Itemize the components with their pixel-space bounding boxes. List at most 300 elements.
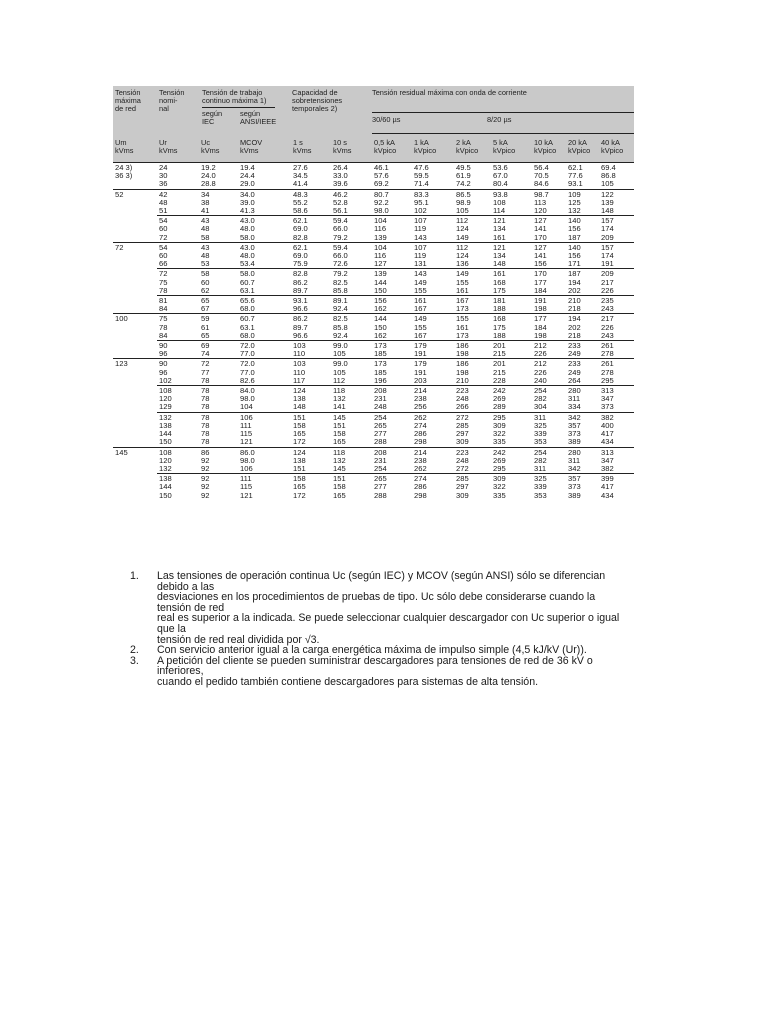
table-cell: 238 xyxy=(414,456,427,465)
table-cell: 125 xyxy=(568,198,581,207)
table-cell: 201 xyxy=(491,359,532,369)
table-cell: 170 xyxy=(534,233,547,242)
table-cell: 265 xyxy=(374,421,387,430)
cell-um xyxy=(113,422,157,430)
table-cell: 143 xyxy=(412,269,454,279)
table-cell: 194 xyxy=(566,314,599,324)
cell-um xyxy=(113,438,157,447)
table-cell: 342 xyxy=(568,464,581,473)
table-cell: 243 xyxy=(601,305,614,314)
table-cell: 162 xyxy=(374,331,387,340)
table-cell: 132 xyxy=(333,395,346,404)
table-cell: 150 xyxy=(374,323,387,332)
table-cell: 75 xyxy=(157,314,199,324)
table-cell: 210 xyxy=(456,376,469,385)
table-cell: 84.0 xyxy=(238,386,291,396)
table-cell: 198 xyxy=(534,331,547,340)
table-cell: 214 xyxy=(412,447,454,457)
table-cell: 92.4 xyxy=(333,305,348,314)
table-cell: 155 xyxy=(414,323,427,332)
table-cell: 242 xyxy=(491,386,532,396)
table-cell: 86.8 xyxy=(601,172,616,181)
table-row xyxy=(113,465,634,474)
table-cell: 69.2 xyxy=(374,180,389,189)
table-cell: 68.0 xyxy=(240,305,255,314)
table-cell: 173 xyxy=(372,359,412,369)
table-cell: 134 xyxy=(493,252,506,261)
header-unit-label: 0,5 kA xyxy=(374,138,395,147)
header-unit-value: kVpico xyxy=(456,146,479,155)
header-uc-ansi xyxy=(240,110,276,126)
table-cell: 80.4 xyxy=(493,180,508,189)
table-cell: 262 xyxy=(412,412,454,422)
table-cell: 162 xyxy=(374,305,387,314)
table-cell: 89.1 xyxy=(331,296,372,306)
table-cell: 191 xyxy=(414,350,427,359)
table-cell: 208 xyxy=(372,447,412,457)
table-row xyxy=(113,457,634,465)
table-cell: 261 xyxy=(599,359,634,369)
table-cell: 108 xyxy=(493,198,506,207)
table-cell: 353 xyxy=(534,438,547,447)
table-cell: 188 xyxy=(493,331,506,340)
table-cell: 389 xyxy=(568,491,581,500)
header-unit-r05 xyxy=(374,139,396,155)
table-cell: 136 xyxy=(456,260,469,269)
table-row xyxy=(113,483,634,491)
table-cell: 297 xyxy=(456,483,469,492)
table-cell: 30 xyxy=(159,172,168,181)
header-unit-mcov xyxy=(240,139,262,155)
table-cell: 86.0 xyxy=(238,447,291,457)
table-cell: 77.0 xyxy=(240,368,255,377)
table-cell: 295 xyxy=(601,376,614,385)
table-cell: 33.0 xyxy=(333,172,348,181)
table-cell: 269 xyxy=(493,456,506,465)
table-cell: 149 xyxy=(454,269,491,279)
table-cell: 96.6 xyxy=(293,331,308,340)
table-cell: 171 xyxy=(568,260,581,269)
footnote-number: 3. xyxy=(130,654,139,667)
table-cell: 286 xyxy=(414,483,427,492)
table-row xyxy=(113,260,634,269)
table-cell: 148 xyxy=(601,207,614,216)
table-cell: 179 xyxy=(412,359,454,369)
table-cell: 98.0 xyxy=(374,207,389,216)
table-cell: 339 xyxy=(534,483,547,492)
table-cell: 141 xyxy=(534,225,547,234)
table-cell: 104 xyxy=(372,216,412,226)
table-cell: 150 xyxy=(159,438,172,447)
footnotes xyxy=(130,571,630,688)
table-cell: 84 xyxy=(159,331,168,340)
table-cell: 138 xyxy=(293,395,306,404)
table-cell: 52.8 xyxy=(333,198,348,207)
table-cell: 42 xyxy=(157,189,199,199)
table-cell: 177 xyxy=(534,278,547,287)
header-unit-value: kVms xyxy=(201,146,220,155)
cell-um xyxy=(113,492,157,500)
table-cell: 60.7 xyxy=(238,314,291,324)
table-cell: 60.7 xyxy=(240,278,255,287)
table-cell: 24.0 xyxy=(201,172,216,181)
table-cell: 72.0 xyxy=(238,341,291,351)
cell-um xyxy=(113,225,157,233)
table-cell: 19.2 xyxy=(199,163,238,173)
table-cell: 198 xyxy=(456,368,469,377)
cell-um: 52 xyxy=(113,189,157,199)
table-cell: 77 xyxy=(201,368,210,377)
table-cell: 56.4 xyxy=(532,163,566,173)
table-cell: 69.0 xyxy=(293,225,308,234)
table-cell: 77.6 xyxy=(568,172,583,181)
table-cell: 68.0 xyxy=(240,331,255,340)
header-unit-value: kVpico xyxy=(534,146,557,155)
table-cell: 280 xyxy=(566,386,599,396)
table-row xyxy=(113,359,634,369)
table-cell: 127 xyxy=(532,242,566,252)
table-cell: 93.8 xyxy=(491,189,532,199)
table-cell: 79.2 xyxy=(331,269,372,279)
table-cell: 131 xyxy=(414,260,427,269)
table-cell: 41.4 xyxy=(293,180,308,189)
table-cell: 109 xyxy=(566,189,599,199)
table-cell: 119 xyxy=(414,225,427,234)
table-cell: 70.5 xyxy=(534,172,549,181)
table-cell: 286 xyxy=(414,430,427,439)
table-cell: 298 xyxy=(414,438,427,447)
table-cell: 96.6 xyxy=(293,305,308,314)
table-cell: 150 xyxy=(159,491,172,500)
table-cell: 59 xyxy=(199,314,238,324)
table-cell: 188 xyxy=(493,305,506,314)
table-cell: 373 xyxy=(568,430,581,439)
table-cell: 177 xyxy=(532,314,566,324)
table-cell: 277 xyxy=(374,483,387,492)
table-cell: 34 xyxy=(199,189,238,199)
table-cell: 46.1 xyxy=(372,163,412,173)
table-cell: 85.8 xyxy=(333,323,348,332)
table-cell: 218 xyxy=(568,331,581,340)
header-unit-label: 10 s xyxy=(333,138,347,147)
table-cell: 115 xyxy=(240,483,253,492)
table-row xyxy=(113,395,634,403)
header-unit-uc xyxy=(201,139,219,155)
header-unit-label: Ur xyxy=(159,138,167,147)
table-cell: 78 xyxy=(201,395,210,404)
table-cell: 400 xyxy=(601,421,614,430)
header-unit-value: kVpico xyxy=(568,146,591,155)
table-cell: 138 xyxy=(157,474,199,484)
table-cell: 248 xyxy=(456,395,469,404)
table-cell: 196 xyxy=(374,376,387,385)
table-cell: 102 xyxy=(159,376,172,385)
table-cell: 85.8 xyxy=(333,286,348,295)
header-ur-line-2: nomi- xyxy=(159,96,178,105)
table-row xyxy=(113,225,634,233)
cell-um xyxy=(113,199,157,207)
header-uc-group-line-2: continuo máxima 1) xyxy=(202,96,267,105)
table-cell: 46.2 xyxy=(331,189,372,199)
header-unit-r5 xyxy=(493,139,515,155)
footnote-number: 1. xyxy=(130,570,139,582)
table-cell: 78 xyxy=(201,438,210,447)
table-row xyxy=(113,216,634,226)
header-unit-um xyxy=(115,139,133,155)
table-cell: 48 xyxy=(201,252,210,261)
table-cell: 173 xyxy=(456,331,469,340)
header-ur-line-1: Tensión xyxy=(159,88,185,97)
table-cell: 105 xyxy=(601,180,614,189)
table-cell: 60 xyxy=(159,225,168,234)
table-cell: 92.4 xyxy=(333,331,348,340)
table-cell: 132 xyxy=(333,456,346,465)
table-cell: 51 xyxy=(159,207,168,216)
table-cell: 298 xyxy=(414,491,427,500)
table-cell: 118 xyxy=(331,386,372,396)
table-cell: 150 xyxy=(374,286,387,295)
table-cell: 144 xyxy=(159,430,172,439)
header-unit-value: kVpico xyxy=(601,146,624,155)
table-cell: 156 xyxy=(568,225,581,234)
table-cell: 209 xyxy=(599,269,634,279)
table-cell: 382 xyxy=(601,464,614,473)
header-unit-value: kVms xyxy=(240,146,259,155)
table-cell: 265 xyxy=(372,474,412,484)
table-cell: 127 xyxy=(532,216,566,226)
table-cell: 339 xyxy=(534,430,547,439)
table-row xyxy=(113,403,634,412)
table-cell: 65 xyxy=(201,331,210,340)
table-row xyxy=(113,279,634,287)
cell-um xyxy=(113,430,157,438)
table-cell: 184 xyxy=(534,286,547,295)
table-cell: 158 xyxy=(291,474,331,484)
table-cell: 175 xyxy=(493,323,506,332)
table-cell: 66.0 xyxy=(333,252,348,261)
header-uc-iec-line-1: según xyxy=(202,109,223,118)
table-cell: 82.8 xyxy=(291,269,331,279)
table-cell: 434 xyxy=(601,438,614,447)
table-cell: 185 xyxy=(374,368,387,377)
cell-um xyxy=(113,305,157,314)
cell-um: 123 xyxy=(113,359,157,369)
cell-um: 36 3) xyxy=(115,172,133,181)
table-cell: 60 xyxy=(159,252,168,261)
table-cell: 92 xyxy=(201,456,210,465)
table-cell: 71.4 xyxy=(414,180,429,189)
table-cell: 132 xyxy=(157,412,199,422)
table-cell: 184 xyxy=(534,323,547,332)
table-cell: 353 xyxy=(534,491,547,500)
header-residual-title: Tensión residual máxima con onda de corriente xyxy=(372,88,527,97)
table-cell: 69.4 xyxy=(599,163,634,173)
table-cell: 278 xyxy=(601,350,614,359)
header-ur-title xyxy=(159,89,184,113)
table-row xyxy=(113,252,634,260)
table-cell: 235 xyxy=(599,296,634,306)
table-cell: 66.0 xyxy=(333,225,348,234)
table-cell: 89.7 xyxy=(293,323,308,332)
table-cell: 107 xyxy=(412,242,454,252)
table-cell: 98.7 xyxy=(532,189,566,199)
table-cell: 201 xyxy=(491,341,532,351)
header-unit-r20 xyxy=(568,139,590,155)
table-cell: 89.7 xyxy=(293,286,308,295)
table-cell: 78 xyxy=(199,386,238,396)
table-cell: 167 xyxy=(414,305,427,314)
table-cell: 373 xyxy=(568,483,581,492)
header-uc-rule xyxy=(202,107,275,108)
cell-um xyxy=(113,465,157,474)
table-cell: 72 xyxy=(159,233,168,242)
table-cell: 139 xyxy=(601,198,614,207)
table-cell: 309 xyxy=(491,474,532,484)
table-cell: 43.0 xyxy=(238,216,291,226)
header-unit-value: kVms xyxy=(333,146,352,155)
header-unit-value: kVms xyxy=(159,146,178,155)
header-unit-label: 1 kA xyxy=(414,138,429,147)
header-uc-ansi-line-2: ANSI/IEEE xyxy=(240,117,277,126)
table-cell: 389 xyxy=(568,438,581,447)
table-cell: 417 xyxy=(601,483,614,492)
table-cell: 78 xyxy=(199,412,238,422)
table-cell: 53 xyxy=(201,260,210,269)
table-row xyxy=(113,180,634,189)
table-row xyxy=(113,332,634,341)
table-cell: 116 xyxy=(374,225,387,234)
cell-um xyxy=(113,483,157,491)
header-um-title xyxy=(115,89,141,113)
table-row xyxy=(113,492,634,500)
table-cell: 145 xyxy=(333,464,346,473)
table-cell: 168 xyxy=(493,278,506,287)
table-cell: 67.0 xyxy=(493,172,508,181)
table-cell: 61 xyxy=(201,323,210,332)
footnote-line: A petición del cliente se pueden suministrar descargadores para tensiones de red de 36 kV o inferiores, xyxy=(157,654,593,678)
table-cell: 69.0 xyxy=(293,252,308,261)
table-row xyxy=(113,422,634,430)
table-cell: 191 xyxy=(601,260,614,269)
table-cell: 132 xyxy=(159,464,172,473)
table-cell: 67 xyxy=(201,305,210,314)
cell-um: 72 xyxy=(113,242,157,252)
table-cell: 261 xyxy=(599,341,634,351)
table-cell: 179 xyxy=(412,341,454,351)
table-cell: 43 xyxy=(199,216,238,226)
cell-um xyxy=(113,341,157,351)
table-cell: 117 xyxy=(293,376,306,385)
table-cell: 83.3 xyxy=(412,189,454,199)
table-cell: 311 xyxy=(568,456,581,465)
table-cell: 54 xyxy=(157,242,199,252)
table-cell: 58 xyxy=(201,233,210,242)
cell-um xyxy=(113,412,157,422)
table-cell: 62 xyxy=(201,286,210,295)
table-cell: 108 xyxy=(157,447,199,457)
table-cell: 92 xyxy=(201,491,210,500)
header-tov-line-2: sobretensiones xyxy=(292,96,343,105)
table-row xyxy=(113,234,634,243)
table-cell: 78 xyxy=(201,376,210,385)
table-row xyxy=(113,287,634,296)
cell-um xyxy=(113,350,157,359)
table-cell: 93.1 xyxy=(568,180,583,189)
table-cell: 151 xyxy=(333,421,346,430)
table-cell: 242 xyxy=(491,447,532,457)
table-row xyxy=(113,386,634,396)
table-cell: 106 xyxy=(238,412,291,422)
table-cell: 151 xyxy=(293,464,306,473)
table-cell: 274 xyxy=(412,474,454,484)
table-cell: 186 xyxy=(454,341,491,351)
header-uc-group-title xyxy=(202,89,267,105)
table-cell: 79.2 xyxy=(333,233,348,242)
table-cell: 165 xyxy=(333,438,346,447)
table-cell: 120 xyxy=(159,395,172,404)
table-cell: 173 xyxy=(372,341,412,351)
table-cell: 155 xyxy=(454,314,491,324)
table-cell: 155 xyxy=(414,286,427,295)
table-cell: 170 xyxy=(532,269,566,279)
table-cell: 212 xyxy=(532,341,566,351)
table-cell: 120 xyxy=(159,456,172,465)
table-cell: 226 xyxy=(601,286,614,295)
table-cell: 202 xyxy=(568,323,581,332)
table-cell: 48 xyxy=(159,198,168,207)
table-cell: 282 xyxy=(534,395,547,404)
table-cell: 63.1 xyxy=(240,286,255,295)
table-row xyxy=(113,369,634,377)
table-cell: 108 xyxy=(157,386,199,396)
table-cell: 144 xyxy=(374,278,387,287)
table-cell: 54 xyxy=(157,216,199,226)
table-cell: 262 xyxy=(414,464,427,473)
header-tov-line-1: Capacidad de xyxy=(292,88,338,97)
table-cell: 417 xyxy=(601,430,614,439)
table-cell: 19.4 xyxy=(238,163,291,173)
table-cell: 322 xyxy=(493,483,506,492)
table-cell: 223 xyxy=(454,447,491,457)
data-table xyxy=(113,162,634,500)
header-unit-r10 xyxy=(534,139,556,155)
footnote-line: desviaciones en los procedimientos de pruebas de tipo. Uc sólo debe considerarse cuando la tensión de red xyxy=(157,591,596,614)
header-um-line-2: máxima xyxy=(115,96,141,105)
table-cell: 28.8 xyxy=(201,180,216,189)
table-cell: 81 xyxy=(157,296,199,306)
table-cell: 167 xyxy=(414,331,427,340)
table-cell: 129 xyxy=(159,403,172,412)
table-cell: 165 xyxy=(293,483,306,492)
table-cell: 41.3 xyxy=(240,207,255,216)
table-cell: 215 xyxy=(493,368,506,377)
table-cell: 158 xyxy=(333,483,346,492)
table-row xyxy=(113,269,634,279)
table-row xyxy=(113,172,634,180)
table-row xyxy=(113,377,634,386)
arrester-data-sheet xyxy=(113,86,634,500)
table-cell: 144 xyxy=(159,483,172,492)
footnote-line: Las tensiones de operación continua Uc (según IEC) y MCOV (según ANSI) sólo se diferencian debido a las xyxy=(157,570,606,593)
table-cell: 238 xyxy=(414,395,427,404)
table-cell: 74.2 xyxy=(456,180,471,189)
table-row xyxy=(113,305,634,314)
table-cell: 72 xyxy=(157,269,199,279)
table-cell: 181 xyxy=(491,296,532,306)
table-body xyxy=(113,163,634,500)
cell-um xyxy=(113,386,157,396)
cell-um: 145 xyxy=(113,447,157,457)
